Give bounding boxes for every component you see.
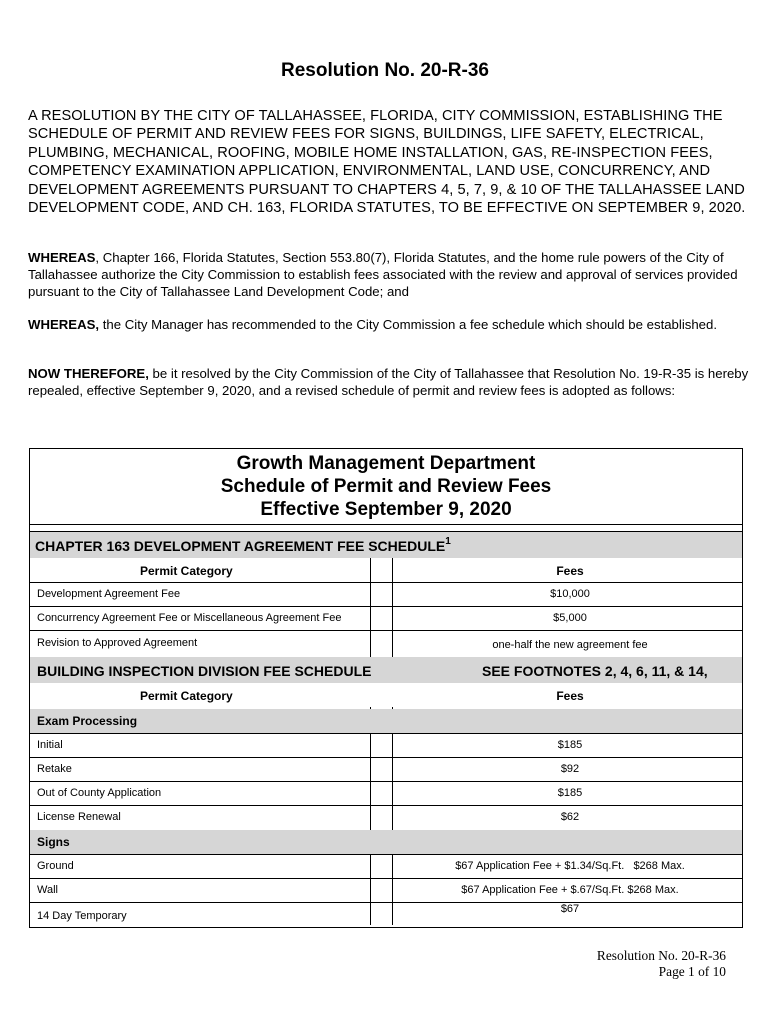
divider: [30, 524, 742, 525]
table-row: [30, 781, 742, 805]
section2-header-row: [30, 657, 742, 683]
now-therefore-paragraph: [28, 365, 750, 399]
table-row: [30, 606, 742, 630]
fee: $62: [560, 811, 580, 823]
now-therefore-lead: NOW THEREFORE,: [28, 366, 149, 381]
table-row: [30, 757, 742, 781]
column-fees: Fees: [556, 689, 584, 703]
fee-schedule-table: [29, 448, 743, 928]
table-heading-line2: Schedule of Permit and Review Fees: [220, 476, 552, 497]
permit-category: Ground: [37, 860, 74, 872]
page-title: Resolution No. 20-R-36: [281, 60, 489, 81]
table-row: [30, 733, 742, 757]
section1-header-row: [30, 532, 742, 558]
whereas-paragraph-2: [28, 316, 750, 333]
permit-category: Out of County Application: [37, 787, 162, 799]
column-permit-category: Permit Category: [140, 689, 233, 703]
footer-resolution-number: Resolution No. 20-R-36: [596, 948, 726, 963]
table-row: [30, 805, 742, 829]
permit-category: License Renewal: [37, 811, 121, 823]
now-therefore-text: be it resolved by the City Commission of the City of Tallahassee that Resolution No. 19-R-35 is hereby repealed, effective September 9, 2020, and a revised schedule of permit and review fees is adopted as follows:: [28, 366, 749, 398]
permit-category: Revision to Approved Agreement: [37, 637, 198, 649]
section2-column-header: [30, 683, 742, 707]
group-row-exam-processing: [30, 709, 742, 733]
fee: $67: [560, 903, 580, 915]
permit-category: Wall: [37, 884, 58, 896]
table-heading-line3: Effective September 9, 2020: [260, 499, 512, 520]
section1-column-header: [30, 558, 742, 582]
section2-title: BUILDING INSPECTION DIVISION FEE SCHEDULE: [37, 663, 372, 679]
column-fees: Fees: [556, 564, 584, 578]
table-heading: [30, 449, 742, 521]
group-row-signs: [30, 830, 742, 854]
permit-category: Concurrency Agreement Fee or Miscellaneous Agreement Fee: [37, 612, 342, 624]
whereas-text-2: the City Manager has recommended to the City Commission a fee schedule which should be established.: [99, 317, 718, 332]
permit-category: 14 Day Temporary: [37, 910, 127, 922]
whereas-text-1: , Chapter 166, Florida Statutes, Section 553.80(7), Florida Statutes, and the home rule powers of the City of Tallahassee authorize the City Commission to establish fees associated with the review and approval of services provided pursuant to the City of Tallahassee Land Development Code; and: [28, 250, 738, 299]
page-footer: [597, 948, 726, 980]
fee: $5,000: [553, 612, 587, 624]
fee: $67 Application Fee + $1.34/Sq.Ft. $268 Max.: [455, 860, 685, 872]
group-title: Exam Processing: [37, 714, 138, 728]
section1-title: [35, 538, 451, 554]
fee: $10,000: [550, 588, 590, 600]
section1-footnote: 1: [445, 536, 451, 547]
fee: $67 Application Fee + $.67/Sq.Ft. $268 Max.: [461, 884, 679, 896]
resolution-text: A RESOLUTION BY THE CITY OF TALLAHASSEE, FLORIDA, CITY COMMISSION, ESTABLISHING THE SCHEDULE OF PERMIT AND REVIEW FEES FOR SIGNS, BUILDINGS, LIFE SAFETY, ELECTRICAL, PLUMBING, MECHANICAL, ROOFING, MOBILE HOME INSTALLATION, GAS, RE-INSPECTION FEES, COMPETENCY EXAMINATION APPLICATION, ENVIRONMENTAL, LAND USE, CONCURRENCY, AND DEVELOPMENT AGREEMENTS PURSUANT TO CHAPTERS 4, 5, 7, 9, & 10 OF THE TALLAHASSEE LAND DEVELOPMENT CODE, AND CH. 163, FLORIDA STATUTES, TO BE EFFECTIVE ON SEPTEMBER 9, 2020.: [28, 108, 746, 217]
whereas-lead-1: WHEREAS: [28, 250, 96, 265]
fee: $185: [557, 787, 583, 799]
table-heading-line1: Growth Management Department: [236, 453, 536, 474]
table-row: [30, 902, 742, 926]
fee: $92: [560, 763, 580, 775]
section2-footnote-note: SEE FOOTNOTES 2, 4, 6, 11, & 14,: [482, 663, 708, 679]
section1-title-text: CHAPTER 163 DEVELOPMENT AGREEMENT FEE SCHEDULE: [35, 538, 446, 554]
table-row: [30, 582, 742, 606]
whereas-lead-2: WHEREAS,: [28, 317, 100, 332]
table-row: [30, 854, 742, 878]
permit-category: Retake: [37, 763, 72, 775]
group-title: Signs: [37, 835, 70, 849]
fee: one-half the new agreement fee: [492, 639, 648, 651]
table-row: [30, 630, 742, 657]
table-row: [30, 878, 742, 902]
column-permit-category: Permit Category: [140, 564, 233, 578]
fee: $185: [557, 739, 583, 751]
permit-category: Development Agreement Fee: [37, 588, 181, 600]
permit-category: Initial: [37, 739, 63, 751]
whereas-paragraph-1: [28, 249, 750, 300]
footer-page-number: Page 1 of 10: [658, 964, 726, 979]
